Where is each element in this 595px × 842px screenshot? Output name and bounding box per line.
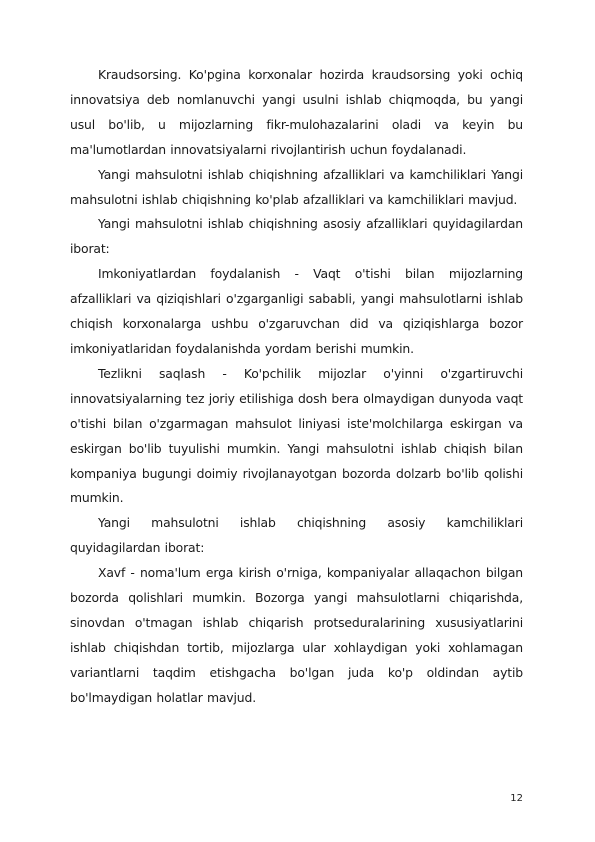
paragraph-risk: Xavf - noma'lum erga kirish o'rniga, kompaniyalar allaqachon bilgan bozorda qolishlari mumkin. Bozorga yangi mahsulotlarni chiqarishda, sinovdan o'tmagan ishlab chiqarish protseduralarining xususiyatlarini ishlab chiqishdan tortib, mijozlarga ular xohlaydigan yoki xohlamagan variantlarni taqdim etishgacha bo'lgan juda ko'p oldindan aytib bo'lmaydigan holatlar mavjud. <box>70 565 523 705</box>
paragraph-keeping-pace: Tezlikni saqlash - Ko'pchilik mijozlar o'yinni o'zgartiruvchi innovatsiyalarning tez joriy etilishiga dosh bera olmaydigan dunyoda vaqt o'tishi bilan o'zgarmagan mahsulot liniyasi iste'molchilarga eskirgan va eskirgan bo'lib tuyulishi mumkin. Yangi mahsulotni ishlab chiqish bilan kompaniya bugungi doimiy rivojlanayotgan bozorda dolzarb bo'lib qolishi mumkin. <box>70 365 523 506</box>
paragraph-opportunities: Imkoniyatlardan foydalanish - Vaqt o'tishi bilan mijozlarning afzalliklari va qiziqishlari o'zgarganligi sababli, yangi mahsulotlarni ishlab chiqish korxonalarga ushbu o'zgaruvchan did va qiziqishlarga bozor imkoniyatlaridan foydalanishda yordam berishi mumkin. <box>70 266 523 356</box>
paragraph-crowdsourcing: Kraudsorsing. Ko'pgina korxonalar hozirda kraudsorsing yoki ochiq innovatsiya deb nomlanuvchi yangi usulni ishlab chiqmoqda, bu yangi usul bo'lib, u mijozlarning fikr-mulohazalarini oladi va keyin bu ma'lumotlardan innovatsiyalarni rivojlantirish uchun foydalanadi. <box>70 67 523 157</box>
paragraph-pros-cons-intro: Yangi mahsulotni ishlab chiqishning afzalliklari va kamchiliklari Yangi mahsulotni ishlab chiqishning ko'plab afzalliklari va kamchiliklari mavjud. <box>70 166 523 207</box>
paragraph-advantages-heading: Yangi mahsulotni ishlab chiqishning asosiy afzalliklari quyidagilardan iborat: <box>70 216 523 257</box>
page-number: 12 <box>510 793 523 804</box>
document-body <box>70 63 523 711</box>
paragraph-disadvantages-heading: Yangi mahsulotni ishlab chiqishning asosiy kamchiliklari quyidagilardan iborat: <box>70 515 523 556</box>
